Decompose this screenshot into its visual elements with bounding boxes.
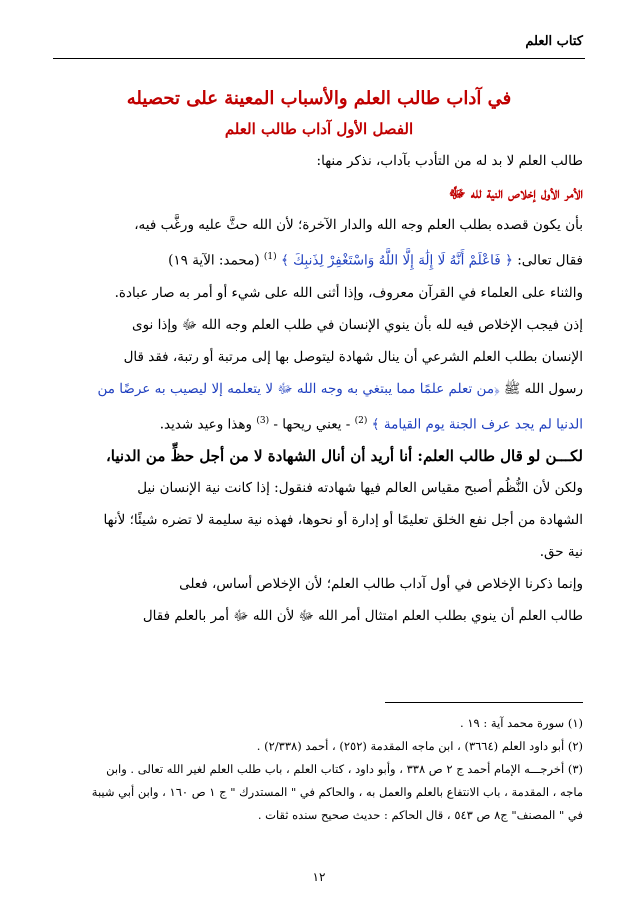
paragraph-2-line-1: إذن فيجب الإخلاص فيه لله بأن ينوي الإنسان في طلب العلم وجه الله ﷻ وإذا نوى: [132, 316, 583, 333]
footnote-3-line-2: ماجه ، المقدمة ، باب الانتفاع بالعلم والعمل به ، والحاكم في " المستدرك " ج ١ ص ١٦٠ ، وابن أبي شيبة: [91, 785, 583, 799]
hadith-intro: رسول الله ﷺ: [503, 380, 583, 397]
paragraph-3-line-3: نية حق.: [539, 544, 583, 560]
footnote-1: (١) سورة محمد آية : ١٩ .: [460, 716, 583, 730]
footnote-ref-2[interactable]: (2): [354, 415, 368, 426]
paragraph-2-line-4: [55, 405, 583, 441]
verse-reference: (محمد: الآية ١٩): [168, 252, 260, 269]
warning-text: وهذا وعيد شديد.: [159, 416, 253, 432]
paragraph-4-line-1: وإنما ذكرنا الإخلاص في أول آداب طالب العلم؛ لأن الإخلاص أساس، فعلى: [179, 576, 583, 592]
first-matter-heading: الأمر الأول إخلاص النية لله ﷻ: [448, 184, 583, 202]
paragraph-3-line-1: ولكن لأن النُّظُم أصبح مقياس العالم فيها شهادته فنقول: إذا كانت نية الإنسان نيل: [137, 480, 583, 496]
chapter-title: في آداب طالب العلم والأسباب المعينة على تحصيله: [126, 88, 512, 109]
hadith-text-2: الدنيا لم يجد عرف الجنة يوم القيامة ﴾: [371, 416, 583, 432]
quote-intro: فقال تعالى:: [517, 252, 583, 269]
footnote-divider: [385, 702, 583, 703]
footnote-2: (٢) أبو داود العلم (٣٦٦٤) ، ابن ماجه المقدمة (٢٥٢) ، أحمد (٢/٣٣٨) .: [256, 739, 583, 753]
paragraph-4-line-2: طالب العلم أن ينوي بطلب العلم امتثال أمر الله ﷻ لأن الله ﷻ أمر بالعلم فقال: [142, 608, 583, 624]
footnote-3-line-3: في " المصنف" ج٨ ص ٥٤٣ ، قال الحاكم : حديث صحيح سنده ثقات .: [257, 808, 583, 822]
footnote-ref-1[interactable]: (1): [263, 252, 277, 262]
paragraph-2-line-3: [55, 373, 583, 405]
running-header: كتاب العلم: [525, 34, 583, 49]
section-title: الفصل الأول آداب طالب العلم: [224, 120, 414, 138]
footnotes: [55, 712, 583, 827]
paragraph-1-line-3: والثناء على العلماء في القرآن معروف، وإذا أثنى الله على شيء أو أمر به صار عبادة.: [114, 284, 583, 301]
paragraph-3-line-2: الشهادة من أجل نفع الخلق تعليمًا أو إدارة أو نحوها، فهذه نية سليمة لا تضره شيئًا؛ لأنها: [103, 512, 583, 528]
intro-line: طالب العلم لا بد له من التأدب بآداب، نذكر منها:: [316, 153, 583, 169]
main-body: [55, 145, 583, 632]
paragraph-1-line-1: بأن يكون قصده بطلب العلم وجه الله والدار الآخرة؛ لأن الله حثَّ عليه ورغَّب فيه،: [134, 217, 583, 233]
paragraph-1-line-2: [55, 241, 583, 277]
hadith-gloss: - يعني ريحها -: [273, 416, 351, 432]
header-divider: [53, 58, 585, 59]
footnote-3-line-1: (٣) أخرجـــه الإمام أحمد ج ٢ ص ٣٣٨ ، وأبو داود ، كتاب العلم ، باب طلب العلم لغير الله تعالى . وابن: [106, 762, 583, 776]
footnote-ref-3[interactable]: (3): [256, 415, 270, 426]
hadith-text-1: ﴿من تعلم علمًا مما يبتغي به وجه الله ﷻ لا يتعلمه إلا ليصيب به عرضًا من: [97, 380, 500, 397]
page-number: ١٢: [312, 870, 326, 884]
quran-verse: ﴿ فَاعْلَمْ أَنَّهُ لَا إِلَٰهَ إِلَّا اللَّهُ وَاسْتَغْفِرْ لِذَنبِكَ ﴾: [280, 252, 513, 269]
paragraph-2-line-2: الإنسان بطلب العلم الشرعي أن ينال شهادة ليتوصل بها إلى مرتبة أو رتبة، فقد قال: [123, 348, 583, 365]
bold-statement: لكـــن لو قال طالب العلم: أنا أريد أن أنال الشهادة لا من أجل حظِّ من الدنيا،: [105, 447, 583, 465]
